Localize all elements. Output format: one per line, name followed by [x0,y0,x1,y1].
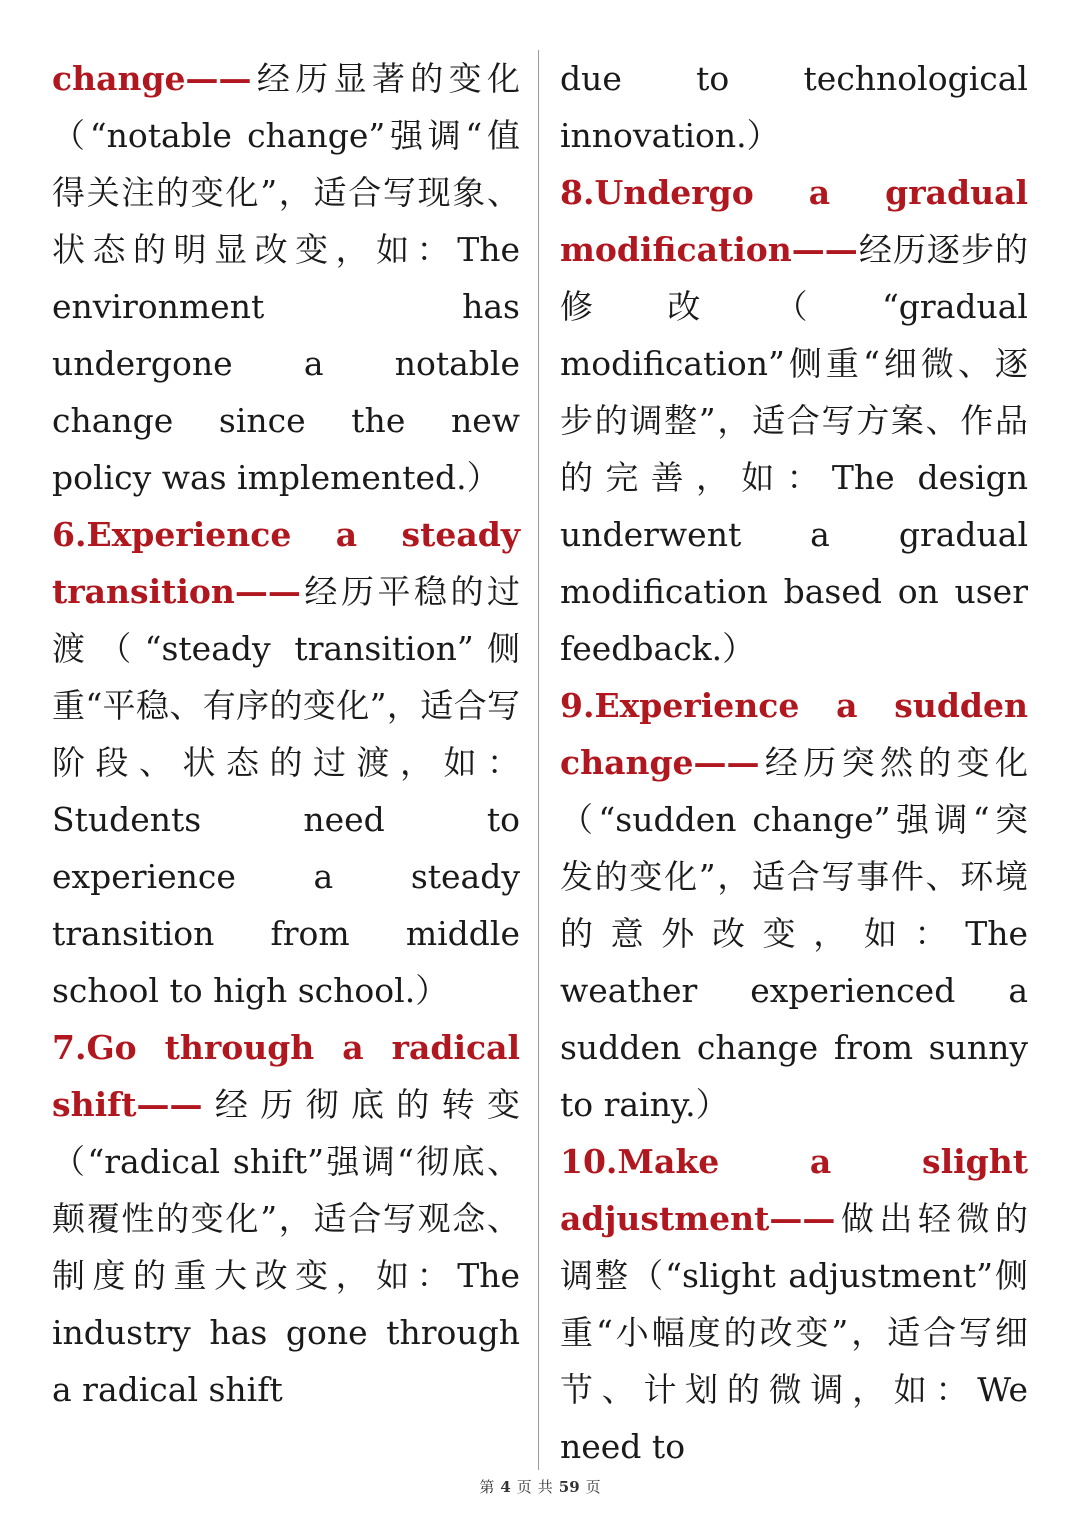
footer-total-word: 共 [537,1478,553,1496]
footer-prefix: 第 [479,1478,495,1496]
current-page-number: 4 [500,1478,511,1496]
footer-page-word: 页 [516,1478,532,1496]
paragraph-7 [52,1019,520,1418]
term-heading: 8.Undergo a gradual modification—— [560,173,1028,269]
term-explanation: 经历彻底的转变（“radical shift”强调“彻底、颠覆性的变化”，适合写观念、制度的重大改变，如：The industry has gone through a radical shift [52,1085,520,1409]
total-page-number: 59 [558,1478,580,1496]
paragraph-10 [560,1133,1028,1475]
term-explanation: 做出轻微的调整（“slight adjustment”侧重“小幅度的改变”，适合写细节、计划的微调，如：We need to [560,1199,1028,1466]
term-explanation: 经历逐步的修改（“gradual modification”侧重“细微、逐步的调整”，适合写方案、作品的完善，如：The design underwent a gradual modification based on user feedback.） [560,230,1028,668]
term-explanation: 经历平稳的过渡（“steady transition”侧重“平稳、有序的变化”，适合写阶段、状态的过渡，如：Students need to experience a steady transition from middle school to high school.） [52,572,520,1010]
paragraph-6 [52,506,520,1019]
term-heading: 6.Experience a steady transition—— [52,515,520,611]
left-column [52,50,520,1418]
page-footer [0,1476,1080,1497]
paragraph-7-continued [560,50,1028,164]
footer-suffix: 页 [585,1478,601,1496]
term-heading: change—— [52,59,252,98]
term-explanation: 经历显著的变化（“notable change”强调“值得关注的变化”，适合写现象、状态的明显改变，如：The environment has undergone a notable change since the new policy was implemented.） [52,59,520,497]
term-heading: 9.Experience a sudden change—— [560,686,1028,782]
term-heading: 7.Go through a radical shift—— [52,1028,520,1124]
term-heading: 10.Make a slight adjustment—— [560,1142,1028,1238]
paragraph-9 [560,677,1028,1133]
document-page [52,50,1030,1470]
term-explanation: 经历突然的变化（“sudden change”强调“突发的变化”，适合写事件、环境的意外改变，如：The weather experienced a sudden change from sunny to rainy.） [560,743,1028,1124]
column-divider [538,50,539,1470]
right-column [560,50,1028,1475]
paragraph-5-continued [52,50,520,506]
paragraph-8 [560,164,1028,677]
term-explanation: due to technological innovation.） [560,59,1028,155]
